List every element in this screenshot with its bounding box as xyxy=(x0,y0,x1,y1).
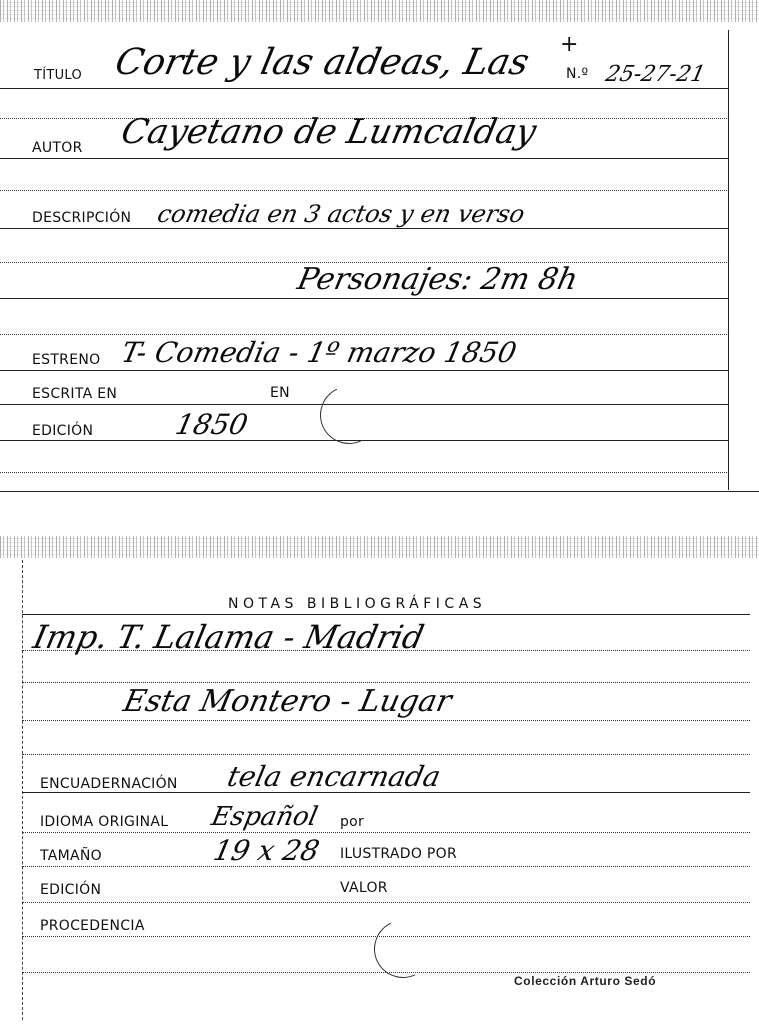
rule-line xyxy=(0,440,729,441)
note-line-1: Imp. T. Lalama - Madrid xyxy=(29,618,428,656)
notas-heading: NOTAS BIBLIOGRÁFICAS xyxy=(228,596,487,612)
card-top-edge xyxy=(0,0,759,22)
edicion-label: EDICIÓN xyxy=(32,423,94,439)
rule-line xyxy=(22,754,750,755)
descripcion-value: comedia en 3 actos y en verso xyxy=(155,200,528,228)
rule-line xyxy=(0,88,729,89)
card-frame-left xyxy=(22,560,23,1020)
rule-line xyxy=(0,370,729,371)
idioma-value: Español xyxy=(208,802,321,832)
valor-label: VALOR xyxy=(340,880,388,896)
edicion-value: 1850 xyxy=(172,408,251,441)
idioma-label: IDIOMA ORIGINAL xyxy=(40,814,169,830)
procedencia-label: PROCEDENCIA xyxy=(40,918,145,934)
titulo-label: TÍTULO xyxy=(34,68,83,83)
personajes-value: Personajes: 2m 8h xyxy=(294,262,581,297)
tamano-label: TAMAÑO xyxy=(40,848,102,864)
encuadernacion-label: ENCUADERNACIÓN xyxy=(40,776,178,792)
rule-line xyxy=(0,190,729,191)
cross-mark: + xyxy=(560,32,579,57)
rule-line xyxy=(22,614,750,615)
autor-value: Cayetano de Lumcalday xyxy=(117,112,540,152)
edicion-label: EDICIÓN xyxy=(40,882,102,898)
catalog-card-back xyxy=(0,536,759,1028)
rule-line xyxy=(0,472,729,473)
estreno-value: T- Comedia - 1º marzo 1850 xyxy=(118,336,520,369)
rule-line xyxy=(22,720,750,721)
card-frame-right xyxy=(728,30,729,490)
rule-line xyxy=(22,832,750,833)
rule-line xyxy=(22,902,750,903)
rule-line xyxy=(0,228,729,229)
card-bottom-edge xyxy=(0,491,759,492)
punch-hole-mark xyxy=(366,912,440,986)
numero-value: 25-27-21 xyxy=(603,62,708,87)
tamano-value: 19 x 28 xyxy=(210,834,323,867)
titulo-value: Corte y las aldeas, Las xyxy=(111,42,533,83)
encuadernacion-value: tela encarnada xyxy=(224,760,444,793)
punch-hole-mark xyxy=(312,378,386,452)
ilustrado-label: ILUSTRADO POR xyxy=(340,846,457,862)
autor-label: AUTOR xyxy=(32,140,83,156)
en-label: EN xyxy=(270,385,290,401)
rule-line xyxy=(0,158,729,159)
catalog-card-front xyxy=(0,0,759,492)
rule-line xyxy=(0,334,729,335)
rule-line xyxy=(0,298,729,299)
collection-credit: Colección Arturo Sedó xyxy=(514,974,657,988)
numero-label: N.º xyxy=(566,66,589,82)
note-line-2: Esta Montero - Lugar xyxy=(120,684,455,719)
rule-line xyxy=(22,682,750,683)
card-top-edge xyxy=(0,536,759,558)
por-label: por xyxy=(340,814,365,830)
descripcion-label: DESCRIPCIÓN xyxy=(32,210,132,226)
rule-line xyxy=(22,866,750,867)
escrita-en-label: ESCRITA EN xyxy=(32,386,118,402)
estreno-label: ESTRENO xyxy=(32,352,101,368)
